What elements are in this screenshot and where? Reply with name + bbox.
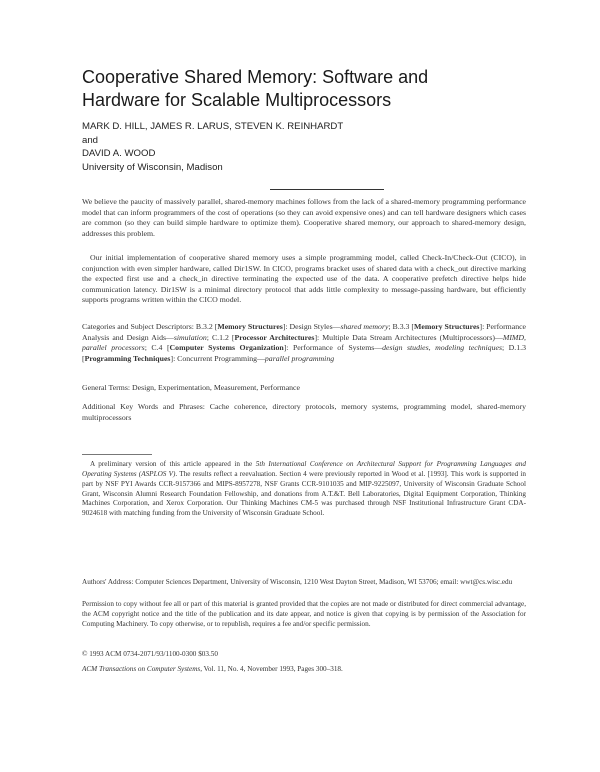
author-block [82, 120, 542, 174]
author-affiliation: University of Wisconsin, Madison [82, 161, 223, 173]
journal-name: ACM Transactions on Computer Systems [82, 665, 201, 673]
journal-footer [82, 664, 526, 674]
footnote-preliminary: A preliminary version of this article appeared in the 5th International Conference on Architectural Support for Programming Languages and Operating Systems (ASPLOS V). The results reflect a reevaluation. Section 4 were previously reported in Wood et al. [1993]. This work is supported in part by NSF PYI Awards CCR-9157366 and MIPS-8957278, NSF Grants CCR-9101035 and MIP-9225097, University of Wisconsin Graduate School Grant, Wisconsin Alumni Research Foundation Fellowship, and donations from A.T.&T. Bell Laboratories, Digital Equipment Corporation, Thinking Machines Corporation, and Xerox Corporation. Our Thinking Machines CM-5 was purchased through NSF Institutional Infrastructure Grant CDA-9024618 with matching funding from the University of Wisconsin Graduate School. [82, 460, 526, 518]
paper-title [82, 66, 552, 112]
categories-text: B.3.2 [Memory Structures]: Design Styles—shared memory; B.3.3 [Memory Structures]: Performance Analysis and Design Aids—simulation; C.1.2 [Processor Architectures]: Multiple Data Stream Architectures (Multiprocessors)—MIMD, parallel processors; C.4 [Computer Systems Organization]: Performance of Systems—design studies, modeling techniques; D.1.3 [Programming Techniques]: Concurrent Programming—parallel programming [82, 322, 527, 363]
footnote-divider [82, 454, 152, 455]
additional-keywords: Additional Key Words and Phrases: Cache coherence, directory protocols, memory systems, programming model, shared-memory multiprocessors [82, 402, 526, 422]
author-and: and [82, 134, 99, 146]
journal-details: , Vol. 11, No. 4, November 1993, Pages 300–318. [200, 665, 343, 673]
title-line-2: Hardware for Scalable Multiprocessors [82, 90, 392, 110]
categories-label: Categories and Subject Descriptors: [82, 322, 194, 331]
title-divider [270, 189, 384, 190]
general-terms: General Terms: Design, Experimentation, Measurement, Performance [82, 383, 300, 392]
footnote-copyright: © 1993 ACM 0734-2071/93/1100-0300 $03.50 [82, 650, 218, 658]
author-names: MARK D. HILL, JAMES R. LARUS, STEVEN K. REINHARDT [82, 121, 344, 132]
footnote-permission: Permission to copy without fee all or part of this material is granted provided that the copies are not made or distributed for direct commercial advantage, the ACM copyright notice and the title of the publication and its date appear, and notice is given that copying is by permission of the Association for Computing Machinery. To copy otherwise, or to republish, requires a fee and/or specific permission. [82, 600, 526, 628]
title-line-1: Cooperative Shared Memory: Software and [82, 67, 429, 87]
author-names-2: DAVID A. WOOD [82, 148, 156, 160]
abstract-paragraph-2: Our initial implementation of cooperative shared memory uses a simple programming model, called Check-In/Check-Out (CICO), in conjunction with even simpler hardware, called Dir1SW. In CICO, programs bracket uses of shared data with a check_out directive marking the expected first use and a check_in directive terminating the expected use of the data. A cooperative prefetch directive helps hide communication latency. Dir1SW is a minimal directory protocol that adds little complexity to message-passing hardware, but efficiently supports programs written within the CICO model. [82, 253, 526, 305]
footnote-address: Authors' Address: Computer Sciences Department, University of Wisconsin, 1210 West Dayton Street, Madison, WI 53706; email: wwt@cs.wisc.edu [82, 578, 513, 586]
subject-descriptors [82, 322, 526, 364]
abstract-paragraph-1: We believe the paucity of massively parallel, shared-memory machines follows from the lack of a shared-memory programming performance model that can inform programmers of the cost of operations (so they can avoid expensive ones) and can tell hardware designers which cases are common (so they can build simple hardware to optimize them). Cooperative shared memory, our approach to shared-memory design, addresses this problem. [82, 197, 526, 238]
